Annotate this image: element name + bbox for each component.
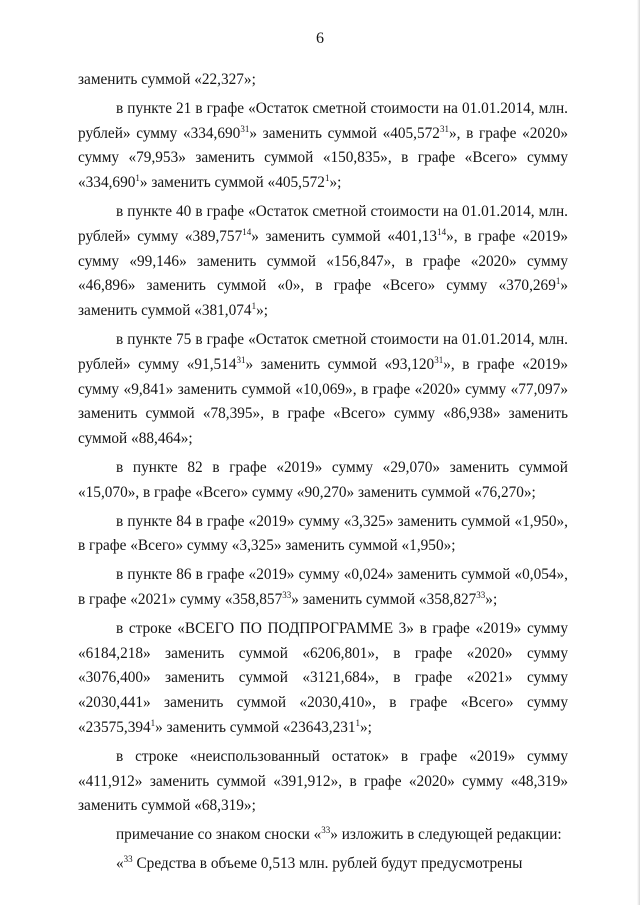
paragraph <box>78 68 568 93</box>
footnote-superscript: 33 <box>123 853 133 864</box>
paragraph <box>78 510 568 560</box>
footnote-superscript: 1 <box>555 276 561 287</box>
paragraph-text: Средства в объеме 0,513 млн. рублей будут предусмотрены <box>132 854 523 872</box>
paragraph-text: заменить суммой «22,327»; <box>78 71 256 88</box>
paragraph <box>78 563 568 613</box>
paragraph-text: » заменить суммой «401,13 <box>251 227 438 245</box>
footnote-superscript: 33 <box>321 825 331 836</box>
paragraph-text: в пункте 75 в графе «Остаток сметной стоимости на 01.01.2014, млн. рублей» сумму «91,514 <box>78 330 568 373</box>
footnote-superscript: 1 <box>324 173 330 184</box>
paragraph-text: », в графе «2019» сумму «9,841» заменить суммой «10,069», в графе «2020» сумму «77,097» заменить суммой «78,395», в графе «Всего» сумму «86,938» заменить суммой «88,464»; <box>78 355 568 448</box>
footnote-superscript: 31 <box>434 354 444 365</box>
footnote-superscript: 1 <box>150 717 156 728</box>
paragraph <box>78 852 568 877</box>
footnote-superscript: 31 <box>240 123 250 134</box>
paragraph <box>78 200 568 324</box>
paragraph <box>78 328 568 452</box>
paragraph <box>78 823 568 848</box>
paragraph-text: »; <box>485 590 498 608</box>
paragraph-text: » изложить в следующей редакции: <box>330 826 562 844</box>
paragraph-text: » заменить суммой «381,074 <box>78 277 568 320</box>
paragraph-text: в пункте 40 в графе «Остаток сметной стоимости на 01.01.2014, млн. рублей» сумму «389,757 <box>78 202 568 245</box>
paragraph-text: » заменить суммой «405,572 <box>249 124 440 142</box>
paragraph-text: « <box>116 854 124 872</box>
paragraph-text: », в графе «2019» сумму «99,146» заменить суммой «156,847», в графе «2020» сумму «46,896» заменить суммой «0», в графе «Всего» сумму «370,269 <box>78 227 568 295</box>
body-text <box>78 68 568 881</box>
paragraph-text: в строке «ВСЕГО ПО ПОДПРОГРАММЕ 3» в графе «2019» сумму «6184,218» заменить суммой «6206,801», в графе «2020» сумму «3076,400» заменить суммой «3121,684», в графе «2021» сумму «2030,441» заменить суммой «2030,410», в графе «Всего» сумму «23575,394 <box>78 619 568 736</box>
paragraph-text: в пункте 21 в графе «Остаток сметной стоимости на 01.01.2014, млн. рублей» сумму «334,690 <box>78 99 568 142</box>
paragraph <box>78 617 568 741</box>
footnote-superscript: 1 <box>355 717 361 728</box>
paragraph-text: »; <box>360 718 372 736</box>
paragraph-text: в строке «неиспользованный остаток» в графе «2019» сумму «411,912» заменить суммой «391,912», в графе «2020» сумму «48,319» заменить суммой «68,319»; <box>78 747 568 815</box>
paragraph-text: в пункте 86 в графе «2019» сумму «0,024» заменить суммой «0,054», в графе «2021» сумму «358,857 <box>78 566 568 608</box>
paragraph-text: »; <box>256 302 268 320</box>
paragraph-text: примечание со знаком сноски « <box>116 826 322 844</box>
paragraph-text: » заменить суммой «358,827 <box>291 590 477 608</box>
footnote-superscript: 33 <box>476 589 486 600</box>
footnote-superscript: 1 <box>135 173 140 184</box>
paragraph <box>78 97 568 196</box>
paragraph-text: » заменить суммой «93,120 <box>245 355 435 373</box>
paragraph-text: в пункте 82 в графе «2019» сумму «29,070» заменить суммой «15,070», в графе «Всего» сумму «90,270» заменить суммой «76,270»; <box>78 458 568 501</box>
paragraph-text: », в графе «2020» сумму «79,953» заменить суммой «150,835», в графе «Всего» сумму «334,690 <box>78 124 568 192</box>
paragraph <box>78 456 568 506</box>
footnote-superscript: 1 <box>251 301 257 312</box>
paragraph-text: в пункте 84 в графе «2019» сумму «3,325» заменить суммой «1,950», в графе «Всего» сумму «3,325» заменить суммой «1,950»; <box>78 512 568 555</box>
footnote-superscript: 14 <box>437 226 447 237</box>
paragraph-text: »; <box>329 174 342 192</box>
footnote-superscript: 33 <box>282 589 292 600</box>
footnote-superscript: 14 <box>242 226 252 237</box>
page-number: 6 <box>316 30 324 47</box>
paragraph-text: » заменить суммой «23643,231 <box>155 718 356 736</box>
footnote-superscript: 31 <box>439 123 449 134</box>
paragraph-text: » заменить суммой «405,572 <box>139 174 325 192</box>
paragraph <box>78 745 568 819</box>
footnote-superscript: 31 <box>236 354 246 365</box>
